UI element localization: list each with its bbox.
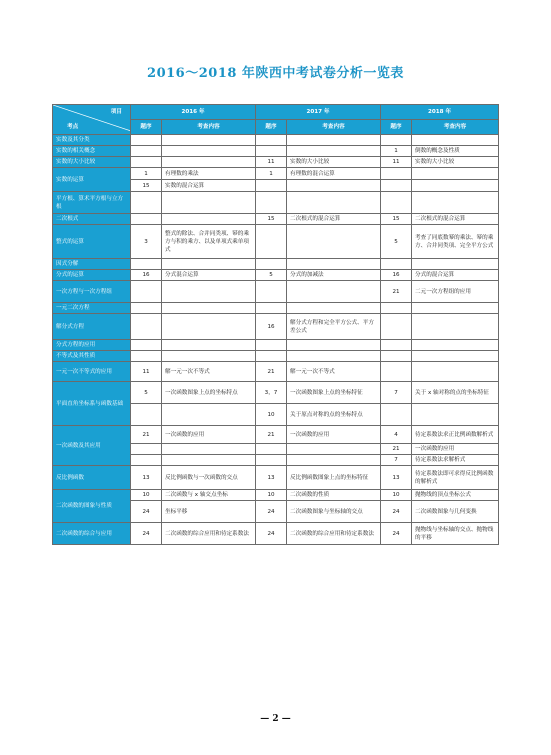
table-row [53, 382, 499, 404]
question-number-cell [131, 351, 162, 362]
content-cell [287, 180, 381, 192]
content-cell [287, 340, 381, 351]
content-cell [162, 314, 256, 340]
topic-cell: 二次函数的图象与性质 [53, 490, 131, 523]
table-row [53, 314, 499, 340]
question-number-cell: 24 [256, 501, 287, 523]
question-number-cell [381, 351, 412, 362]
table-row [53, 303, 499, 314]
content-cell: 二元一次方程组的应用 [412, 281, 499, 303]
content-cell: 有理数的乘法 [162, 168, 256, 180]
content-cell: 考查了同底数幂的乘法、幂的乘方、合并同类项、完全平方公式 [412, 225, 499, 259]
content-cell [412, 180, 499, 192]
page-title: 2016～2018 年陕西中考试卷分析一览表 [147, 66, 404, 81]
table-row [53, 466, 499, 490]
content-cell [412, 314, 499, 340]
content-cell [162, 281, 256, 303]
question-number-cell: 13 [256, 466, 287, 490]
col-num-header: 题序 [256, 120, 287, 135]
content-cell [287, 146, 381, 157]
topic-cell: 反比例函数 [53, 466, 131, 490]
question-number-cell: 1 [131, 168, 162, 180]
content-cell: 待定系数法求解析式 [412, 455, 499, 466]
question-number-cell: 10 [381, 490, 412, 501]
table-row [53, 214, 499, 225]
content-cell: 一次函数的应用 [162, 426, 256, 444]
content-cell: 一次函数图象上点的坐标特征 [287, 382, 381, 404]
question-number-cell [381, 259, 412, 270]
question-number-cell: 1 [381, 146, 412, 157]
question-number-cell: 24 [256, 523, 287, 545]
content-cell [162, 146, 256, 157]
table-row [53, 225, 499, 259]
question-number-cell: 24 [381, 501, 412, 523]
table-row [53, 362, 499, 382]
content-cell [412, 192, 499, 214]
question-number-cell [256, 351, 287, 362]
topic-cell: 一元二次方程 [53, 303, 131, 314]
content-cell: 二次函数图象与几何变换 [412, 501, 499, 523]
question-number-cell [131, 259, 162, 270]
year-header-2016: 2016 年 [131, 105, 256, 120]
question-number-cell [381, 192, 412, 214]
content-cell: 二次函数的性质 [287, 490, 381, 501]
content-cell [412, 303, 499, 314]
table-row [53, 259, 499, 270]
topic-cell: 平方根、算术平方根与立方根 [53, 192, 131, 214]
content-cell: 一次函数的应用 [412, 444, 499, 455]
question-number-cell [381, 404, 412, 426]
content-cell [287, 259, 381, 270]
content-cell [162, 303, 256, 314]
topic-cell: 实数的大小比较 [53, 157, 131, 168]
question-number-cell: 10 [131, 490, 162, 501]
question-number-cell [256, 281, 287, 303]
topic-cell: 整式的运算 [53, 225, 131, 259]
content-cell [162, 444, 256, 455]
question-number-cell: 16 [381, 270, 412, 281]
question-number-cell: 15 [381, 214, 412, 225]
content-cell: 一次函数图象上点的坐标特点 [162, 382, 256, 404]
col-content-header: 考查内容 [287, 120, 381, 135]
content-cell: 解分式方程和完全平方公式、平方差公式 [287, 314, 381, 340]
content-cell: 二次根式的混合运算 [287, 214, 381, 225]
question-number-cell [131, 192, 162, 214]
content-cell [412, 135, 499, 146]
topic-cell: 实数及其分类 [53, 135, 131, 146]
year-header-2018: 2018 年 [381, 105, 499, 120]
content-cell: 关于 x 轴对称的点的坐标特征 [412, 382, 499, 404]
question-number-cell: 21 [256, 426, 287, 444]
content-cell [287, 351, 381, 362]
question-number-cell: 1 [256, 168, 287, 180]
question-number-cell [256, 340, 287, 351]
table-row [53, 490, 499, 501]
question-number-cell [256, 259, 287, 270]
question-number-cell: 11 [131, 362, 162, 382]
question-number-cell: 7 [381, 455, 412, 466]
content-cell: 反比例函数与一次函数的交点 [162, 466, 256, 490]
question-number-cell: 21 [381, 444, 412, 455]
question-number-cell: 21 [381, 281, 412, 303]
col-num-header: 题序 [131, 120, 162, 135]
content-cell: 反比例函数图象上点的坐标特征 [287, 466, 381, 490]
topic-cell: 分式方程的应用 [53, 340, 131, 351]
content-cell: 解一元一次不等式 [162, 362, 256, 382]
question-number-cell: 5 [381, 225, 412, 259]
content-cell: 分式的加减法 [287, 270, 381, 281]
content-cell [287, 192, 381, 214]
question-number-cell: 24 [131, 523, 162, 545]
question-number-cell [131, 146, 162, 157]
table-row [53, 192, 499, 214]
content-cell [287, 281, 381, 303]
topic-cell: 因式分解 [53, 259, 131, 270]
question-number-cell: 13 [131, 466, 162, 490]
question-number-cell [381, 180, 412, 192]
question-number-cell [131, 455, 162, 466]
content-cell: 分式混合运算 [162, 270, 256, 281]
content-cell: 有理数的混合运算 [287, 168, 381, 180]
table-row [53, 157, 499, 168]
question-number-cell: 16 [256, 314, 287, 340]
content-cell [412, 340, 499, 351]
topic-cell: 解分式方程 [53, 314, 131, 340]
question-number-cell [131, 135, 162, 146]
col-num-header: 题序 [381, 120, 412, 135]
question-number-cell [131, 314, 162, 340]
question-number-cell: 11 [256, 157, 287, 168]
question-number-cell: 3，7 [256, 382, 287, 404]
question-number-cell: 10 [256, 404, 287, 426]
topic-cell: 实数的运算 [53, 168, 131, 192]
topic-cell: 实数的相关概念 [53, 146, 131, 157]
topic-cell: 一元一次不等式的应用 [53, 362, 131, 382]
corner-label-item: 项目 [110, 109, 122, 115]
content-cell: 实数的大小比较 [287, 157, 381, 168]
question-number-cell [256, 192, 287, 214]
page-number: — 2 — [260, 714, 291, 724]
content-cell [412, 362, 499, 382]
col-content-header: 考查内容 [162, 120, 256, 135]
content-cell: 分式的混合运算 [412, 270, 499, 281]
question-number-cell: 15 [256, 214, 287, 225]
table-row [53, 340, 499, 351]
question-number-cell [381, 135, 412, 146]
question-number-cell [256, 180, 287, 192]
content-cell [162, 340, 256, 351]
content-cell: 实数的混合运算 [162, 180, 256, 192]
question-number-cell: 4 [381, 426, 412, 444]
question-number-cell [381, 362, 412, 382]
content-cell [412, 259, 499, 270]
question-number-cell [131, 281, 162, 303]
topic-cell: 分式的运算 [53, 270, 131, 281]
question-number-cell [131, 303, 162, 314]
question-number-cell: 13 [381, 466, 412, 490]
question-number-cell [131, 404, 162, 426]
question-number-cell: 15 [131, 180, 162, 192]
content-cell: 倒数的概念及性质 [412, 146, 499, 157]
table-row [53, 135, 499, 146]
topic-cell: 平面直角坐标系与函数基础 [53, 382, 131, 426]
content-cell [287, 225, 381, 259]
topic-cell: 二次根式 [53, 214, 131, 225]
content-cell: 解一元一次不等式 [287, 362, 381, 382]
content-cell: 待定系数法求正比例函数解析式 [412, 426, 499, 444]
table-row [53, 351, 499, 362]
content-cell [287, 135, 381, 146]
table-row [53, 523, 499, 545]
question-number-cell [381, 340, 412, 351]
header-corner [53, 105, 131, 135]
question-number-cell: 5 [131, 382, 162, 404]
corner-label-topic: 考点 [67, 124, 79, 130]
table-row [53, 270, 499, 281]
question-number-cell [131, 444, 162, 455]
question-number-cell: 11 [381, 157, 412, 168]
content-cell [162, 351, 256, 362]
question-number-cell: 24 [131, 501, 162, 523]
exam-analysis-table [52, 104, 499, 545]
question-number-cell [256, 225, 287, 259]
question-number-cell: 7 [381, 382, 412, 404]
question-number-cell [256, 303, 287, 314]
content-cell [162, 214, 256, 225]
content-cell [412, 404, 499, 426]
content-cell: 二次函数与 x 轴交点坐标 [162, 490, 256, 501]
content-cell [412, 168, 499, 180]
topic-cell: 一次函数及其应用 [53, 426, 131, 466]
question-number-cell: 24 [381, 523, 412, 545]
content-cell: 坐标平移 [162, 501, 256, 523]
topic-cell: 不等式及其性质 [53, 351, 131, 362]
question-number-cell [256, 444, 287, 455]
content-cell [412, 351, 499, 362]
content-cell: 二次函数图象与坐标轴的交点 [287, 501, 381, 523]
question-number-cell [256, 135, 287, 146]
question-number-cell [381, 168, 412, 180]
year-header-2017: 2017 年 [256, 105, 381, 120]
question-number-cell [256, 455, 287, 466]
topic-cell: 一次方程与一次方程组 [53, 281, 131, 303]
question-number-cell [131, 340, 162, 351]
content-cell [162, 404, 256, 426]
content-cell [162, 192, 256, 214]
content-cell [287, 455, 381, 466]
question-number-cell [256, 146, 287, 157]
content-cell [287, 303, 381, 314]
question-number-cell [381, 314, 412, 340]
table-row [53, 281, 499, 303]
question-number-cell: 10 [256, 490, 287, 501]
content-cell: 待定系数法即可求得反比例函数的解析式 [412, 466, 499, 490]
table-row [53, 426, 499, 444]
topic-cell: 二次函数的综合与应用 [53, 523, 131, 545]
question-number-cell: 21 [256, 362, 287, 382]
content-cell [162, 157, 256, 168]
question-number-cell: 5 [256, 270, 287, 281]
content-cell: 一次函数的应用 [287, 426, 381, 444]
col-content-header: 考查内容 [412, 120, 499, 135]
question-number-cell: 16 [131, 270, 162, 281]
content-cell: 整式的除法、合并同类项、幂的乘方与积的乘方、以及单项式乘单项式 [162, 225, 256, 259]
content-cell [162, 259, 256, 270]
content-cell: 抛物线与坐标轴的交点、抛物线的平移 [412, 523, 499, 545]
question-number-cell: 21 [131, 426, 162, 444]
content-cell: 关于原点对称的点的坐标特点 [287, 404, 381, 426]
question-number-cell: 3 [131, 225, 162, 259]
question-number-cell [381, 303, 412, 314]
table-row [53, 146, 499, 157]
content-cell: 抛物线的顶点坐标公式 [412, 490, 499, 501]
question-number-cell [131, 157, 162, 168]
content-cell: 实数的大小比较 [412, 157, 499, 168]
table-row [53, 168, 499, 180]
question-number-cell [131, 214, 162, 225]
content-cell: 二次根式的混合运算 [412, 214, 499, 225]
content-cell: 二次函数的综合应用和待定系数法 [162, 523, 256, 545]
content-cell [162, 135, 256, 146]
content-cell [287, 444, 381, 455]
content-cell: 二次函数的综合应用和待定系数法 [287, 523, 381, 545]
content-cell [162, 455, 256, 466]
